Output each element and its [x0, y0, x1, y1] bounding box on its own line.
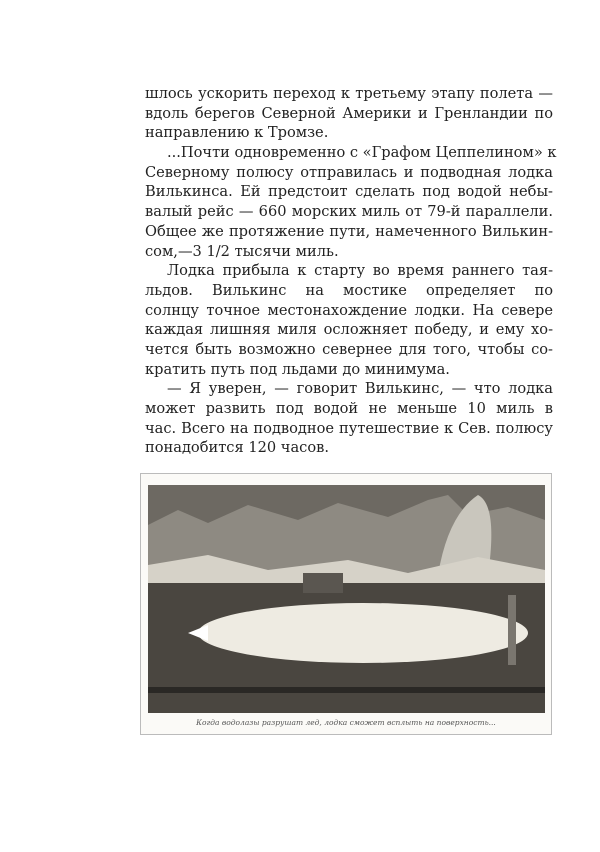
text-line: час. Всего на подводное путешествие к Сев. полюсу — [145, 419, 553, 437]
text-line: валый рейс — 660 морских миль от 79-й параллели. — [145, 203, 553, 221]
text-line: Вилькинса. Ей предстоит сделать под водой небы- — [145, 183, 553, 201]
text-line: может развить под водой не меньше 10 миль в — [145, 400, 553, 417]
text-line: кратить путь под льдами до минимума. — [145, 360, 450, 378]
submarine-illustration — [148, 485, 545, 713]
text-line: льдов. Вилькинс на мостике определяет по — [145, 281, 553, 299]
text-line: шлось ускорить переход к третьему этапу полета — — [145, 85, 553, 102]
text-line: ...Почти одновременно с «Графом Цеппелином» к — [167, 144, 557, 162]
text-line: вдоль берегов Северной Америки и Гренландии по — [145, 104, 553, 122]
text-line: каждая лишняя миля осложняет победу, и ему хо- — [145, 321, 553, 339]
text-line: Общее же протяжение пути, намеченного Вилькин- — [145, 222, 553, 240]
text-line: направлению к Тромзе. — [145, 124, 329, 142]
text-line: Северному полюсу отправилась и подводная лодка — [145, 163, 553, 181]
illustration-figure — [140, 473, 552, 735]
text-line: чется быть возможно севернее для того, чтобы со- — [145, 340, 553, 358]
figure-caption: Когда водолазы разрушат лед, лодка сможет всплыть на поверхность... — [196, 718, 496, 727]
text-line: понадобится 120 часов. — [145, 439, 329, 457]
text-line: Лодка прибыла к старту во время раннего тая- — [167, 262, 553, 280]
text-line: — Я уверен, — говорит Вилькинс, — что лодка — [167, 380, 553, 398]
text-line: солнцу точное местонахождение лодки. На севере — [145, 301, 553, 319]
body-text — [145, 84, 557, 458]
text-line: сом,—3 1/2 тысячи миль. — [145, 242, 339, 260]
